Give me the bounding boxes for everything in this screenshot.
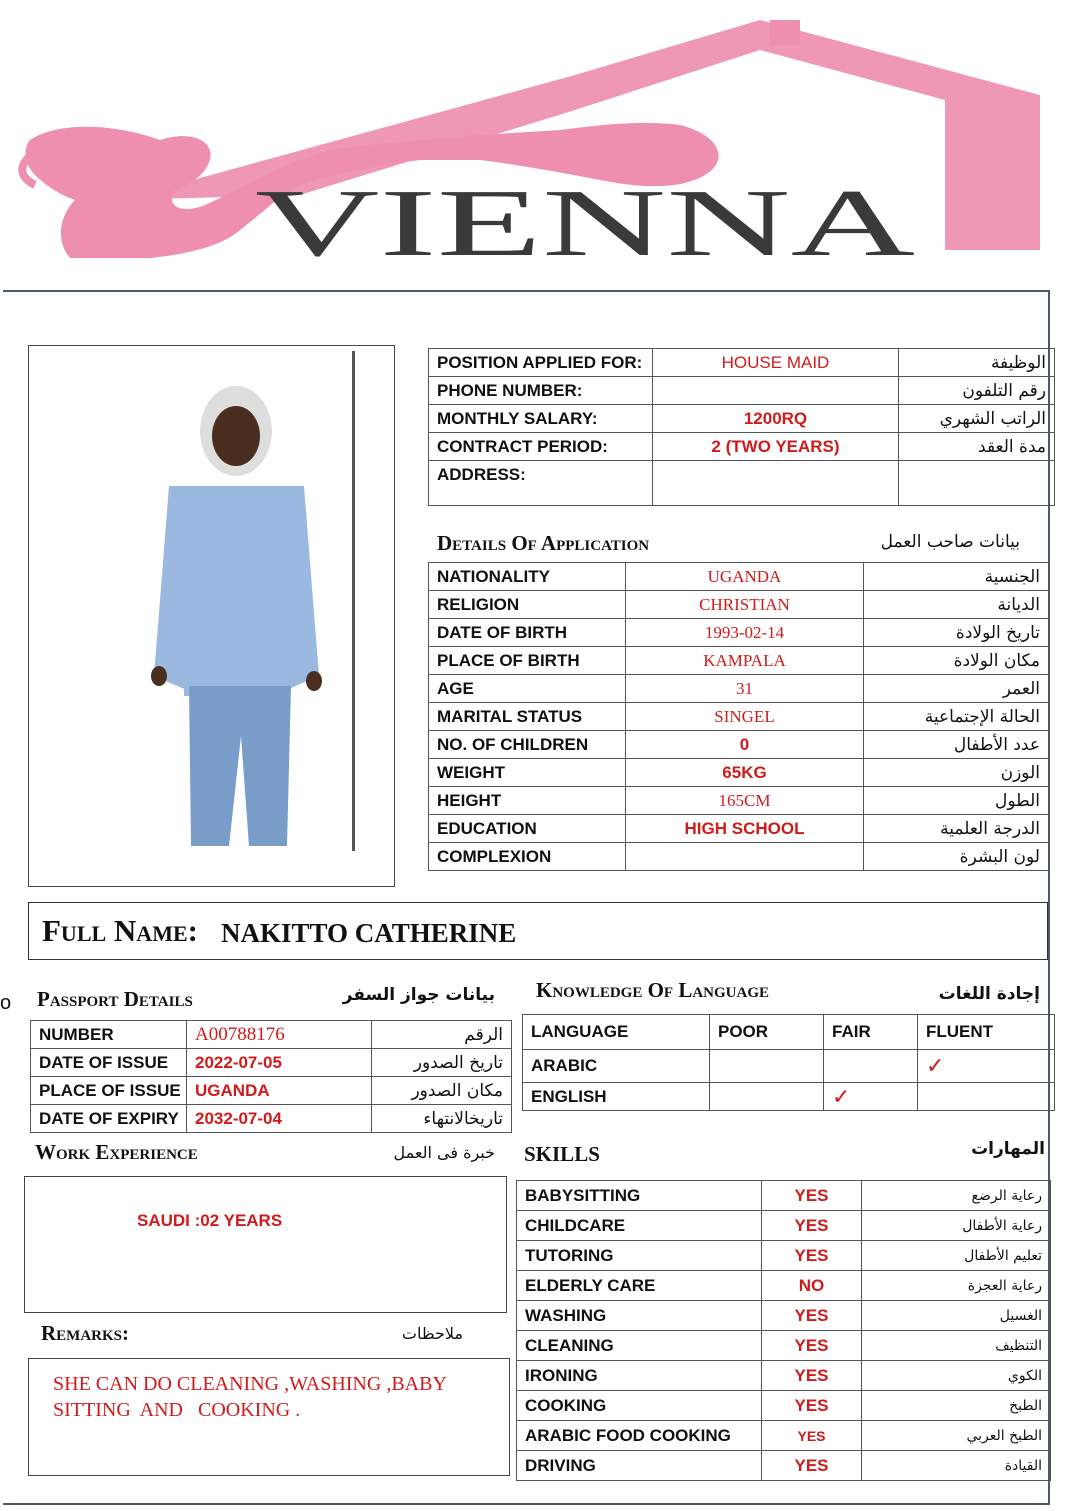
skill-value: YES bbox=[762, 1241, 862, 1271]
check-icon: ✓ bbox=[824, 1083, 918, 1111]
detail-label: HEIGHT bbox=[429, 787, 626, 815]
passport-value: 2032-07-04 bbox=[187, 1105, 372, 1133]
language-header: LANGUAGE bbox=[523, 1015, 710, 1050]
table-row bbox=[517, 1361, 1051, 1391]
table-row bbox=[429, 843, 1049, 871]
full-name-label: Full Name: bbox=[42, 913, 198, 948]
table-row bbox=[517, 1211, 1051, 1241]
work-title: Work Experience bbox=[35, 1140, 198, 1164]
info-value: 2 (TWO YEARS) bbox=[653, 433, 899, 461]
table-row bbox=[429, 815, 1049, 843]
detail-label: MARITAL STATUS bbox=[429, 703, 626, 731]
remarks-title: Remarks: bbox=[41, 1321, 129, 1345]
skill-label: CLEANING bbox=[517, 1331, 762, 1361]
table-row bbox=[429, 349, 1055, 377]
table-row bbox=[429, 619, 1049, 647]
skill-value: YES bbox=[762, 1391, 862, 1421]
info-label: POSITION APPLIED FOR: bbox=[429, 349, 653, 377]
skills-title: SKILLS bbox=[524, 1142, 600, 1166]
vienna-logo bbox=[0, 0, 1080, 290]
skills-title-ar: المهارات bbox=[971, 1139, 1045, 1159]
passport-label-ar: تاريخالانتهاء bbox=[372, 1105, 512, 1133]
work-experience-text: SAUDI :02 YEARS bbox=[137, 1211, 283, 1230]
info-label-ar: رقم التلفون bbox=[899, 377, 1055, 405]
skill-value: YES bbox=[762, 1211, 862, 1241]
table-row bbox=[517, 1181, 1051, 1211]
skill-label: ELDERLY CARE bbox=[517, 1271, 762, 1301]
detail-label: NO. OF CHILDREN bbox=[429, 731, 626, 759]
skill-label-ar: الطبخ bbox=[862, 1391, 1051, 1421]
detail-label-ar: الجنسية bbox=[864, 563, 1049, 591]
work-experience-box bbox=[24, 1176, 507, 1313]
full-name-value: NAKITTO CATHERINE bbox=[221, 918, 517, 948]
info-label: PHONE NUMBER: bbox=[429, 377, 653, 405]
detail-label-ar: الحالة الإجتماعية bbox=[864, 703, 1049, 731]
logo-header bbox=[0, 0, 1080, 290]
detail-label: COMPLEXION bbox=[429, 843, 626, 871]
table-row bbox=[429, 647, 1049, 675]
info-label-ar: مدة العقد bbox=[899, 433, 1055, 461]
table-row bbox=[429, 675, 1049, 703]
position-info-table bbox=[428, 348, 1055, 506]
passport-label: DATE OF EXPIRY bbox=[31, 1105, 187, 1133]
skill-label: TUTORING bbox=[517, 1241, 762, 1271]
detail-value: HIGH SCHOOL bbox=[626, 815, 864, 843]
skill-value: YES bbox=[762, 1181, 862, 1211]
skill-value: YES bbox=[762, 1451, 862, 1481]
skill-label-ar: رعاية العجزة bbox=[862, 1271, 1051, 1301]
table-row bbox=[429, 787, 1049, 815]
table-row bbox=[31, 1049, 512, 1077]
passport-title-ar: بيانات جواز السفر bbox=[342, 985, 495, 1005]
language-title: Knowledge Of Language bbox=[536, 978, 770, 1002]
passport-label: NUMBER bbox=[31, 1021, 187, 1049]
passport-label-ar: مكان الصدور bbox=[372, 1077, 512, 1105]
skill-value: YES bbox=[762, 1421, 862, 1451]
table-row bbox=[517, 1301, 1051, 1331]
detail-value: UGANDA bbox=[626, 563, 864, 591]
language-cell-fair bbox=[824, 1050, 918, 1083]
detail-value: SINGEL bbox=[626, 703, 864, 731]
detail-label-ar: عدد الأطفال bbox=[864, 731, 1049, 759]
candidate-photo-frame bbox=[28, 345, 395, 887]
info-label: ADDRESS: bbox=[429, 461, 653, 506]
stray-character: o bbox=[0, 992, 12, 1014]
detail-label: AGE bbox=[429, 675, 626, 703]
remarks-line-1: SHE CAN DO CLEANING ,WASHING ,BABY bbox=[53, 1373, 447, 1395]
passport-label-ar: الرقم bbox=[372, 1021, 512, 1049]
remarks-title-ar: ملاحظات bbox=[401, 1324, 463, 1343]
detail-value: 31 bbox=[626, 675, 864, 703]
skill-value: YES bbox=[762, 1331, 862, 1361]
skill-label-ar: القيادة bbox=[862, 1451, 1051, 1481]
detail-label: WEIGHT bbox=[429, 759, 626, 787]
detail-value: CHRISTIAN bbox=[626, 591, 864, 619]
language-header: POOR bbox=[710, 1015, 824, 1050]
candidate-photo bbox=[29, 346, 349, 866]
detail-label-ar: تاريخ الولادة bbox=[864, 619, 1049, 647]
info-value bbox=[653, 377, 899, 405]
detail-value: 0 bbox=[626, 731, 864, 759]
details-title-ar: بيانات صاحب العمل bbox=[880, 532, 1020, 552]
detail-value: 165CM bbox=[626, 787, 864, 815]
language-cell-poor bbox=[710, 1050, 824, 1083]
detail-label-ar: الطول bbox=[864, 787, 1049, 815]
language-header: FAIR bbox=[824, 1015, 918, 1050]
passport-label: PLACE OF ISSUE bbox=[31, 1077, 187, 1105]
table-row bbox=[429, 433, 1055, 461]
language-title-ar: إجادة اللغات bbox=[938, 984, 1040, 1004]
detail-label: EDUCATION bbox=[429, 815, 626, 843]
detail-label: DATE OF BIRTH bbox=[429, 619, 626, 647]
full-name-box bbox=[28, 902, 1048, 960]
table-row bbox=[429, 591, 1049, 619]
info-value: 1200RQ bbox=[653, 405, 899, 433]
table-row bbox=[517, 1331, 1051, 1361]
passport-table bbox=[30, 1020, 512, 1133]
brand-wordmark: VIENNA bbox=[255, 169, 915, 276]
skill-label: COOKING bbox=[517, 1391, 762, 1421]
language-cell-fluent bbox=[918, 1083, 1055, 1111]
detail-value: 65KG bbox=[626, 759, 864, 787]
skill-label-ar: الطبخ العربي bbox=[862, 1421, 1051, 1451]
skill-value: YES bbox=[762, 1301, 862, 1331]
skills-table bbox=[516, 1180, 1051, 1481]
skill-value: YES bbox=[762, 1361, 862, 1391]
detail-label-ar: الوزن bbox=[864, 759, 1049, 787]
info-label-ar bbox=[899, 461, 1055, 506]
skill-label-ar: التنظيف bbox=[862, 1331, 1051, 1361]
table-row bbox=[523, 1015, 1055, 1050]
table-row bbox=[523, 1083, 1055, 1111]
skill-label: ARABIC FOOD COOKING bbox=[517, 1421, 762, 1451]
language-table bbox=[522, 1014, 1055, 1111]
check-icon: ✓ bbox=[918, 1050, 1055, 1083]
info-label: CONTRACT PERIOD: bbox=[429, 433, 653, 461]
info-value: HOUSE MAID bbox=[653, 349, 899, 377]
language-header: FLUENT bbox=[918, 1015, 1055, 1050]
table-row bbox=[429, 405, 1055, 433]
skill-label: DRIVING bbox=[517, 1451, 762, 1481]
skill-label: IRONING bbox=[517, 1361, 762, 1391]
info-label-ar: الراتب الشهري bbox=[899, 405, 1055, 433]
language-name: ARABIC bbox=[523, 1050, 710, 1083]
detail-label-ar: الديانة bbox=[864, 591, 1049, 619]
passport-value: A00788176 bbox=[187, 1021, 372, 1049]
table-row bbox=[517, 1391, 1051, 1421]
passport-label-ar: تاريخ الصدور bbox=[372, 1049, 512, 1077]
detail-label-ar: الدرجة العلمية bbox=[864, 815, 1049, 843]
skill-value: NO bbox=[762, 1271, 862, 1301]
remarks-line-2: SITTING AND COOKING . bbox=[53, 1399, 301, 1421]
table-row bbox=[31, 1021, 512, 1049]
skill-label-ar: الغسيل bbox=[862, 1301, 1051, 1331]
details-table bbox=[428, 562, 1049, 871]
table-row bbox=[429, 759, 1049, 787]
detail-label-ar: لون البشرة bbox=[864, 843, 1049, 871]
language-cell-poor bbox=[710, 1083, 824, 1111]
skill-label-ar: تعليم الأطفال bbox=[862, 1241, 1051, 1271]
table-row bbox=[517, 1451, 1051, 1481]
skill-label: WASHING bbox=[517, 1301, 762, 1331]
detail-label: PLACE OF BIRTH bbox=[429, 647, 626, 675]
table-row bbox=[517, 1421, 1051, 1451]
detail-label: RELIGION bbox=[429, 591, 626, 619]
table-row bbox=[31, 1077, 512, 1105]
passport-title: Passport Details bbox=[37, 987, 193, 1011]
table-row bbox=[517, 1271, 1051, 1301]
skill-label-ar: رعاية الأطفال bbox=[862, 1211, 1051, 1241]
info-value bbox=[653, 461, 899, 506]
table-row bbox=[429, 703, 1049, 731]
skill-label-ar: رعاية الرضع bbox=[862, 1181, 1051, 1211]
passport-value: UGANDA bbox=[187, 1077, 372, 1105]
detail-label: NATIONALITY bbox=[429, 563, 626, 591]
detail-value: 1993-02-14 bbox=[626, 619, 864, 647]
passport-value: 2022-07-05 bbox=[187, 1049, 372, 1077]
skill-label-ar: الكوي bbox=[862, 1361, 1051, 1391]
table-row bbox=[429, 377, 1055, 405]
skill-label: BABYSITTING bbox=[517, 1181, 762, 1211]
detail-label-ar: العمر bbox=[864, 675, 1049, 703]
skill-label: CHILDCARE bbox=[517, 1211, 762, 1241]
table-row bbox=[429, 563, 1049, 591]
language-name: ENGLISH bbox=[523, 1083, 710, 1111]
info-label: MONTHLY SALARY: bbox=[429, 405, 653, 433]
detail-value bbox=[626, 843, 864, 871]
work-title-ar: خبرة فى العمل bbox=[393, 1143, 495, 1162]
table-row bbox=[429, 461, 1055, 506]
table-row bbox=[429, 731, 1049, 759]
table-row bbox=[517, 1241, 1051, 1271]
table-row bbox=[31, 1105, 512, 1133]
passport-label: DATE OF ISSUE bbox=[31, 1049, 187, 1077]
table-row bbox=[523, 1050, 1055, 1083]
remarks-box bbox=[28, 1358, 510, 1476]
details-title: Details Of Application bbox=[437, 531, 650, 555]
detail-value: KAMPALA bbox=[626, 647, 864, 675]
detail-label-ar: مكان الولادة bbox=[864, 647, 1049, 675]
info-label-ar: الوظيفة bbox=[899, 349, 1055, 377]
